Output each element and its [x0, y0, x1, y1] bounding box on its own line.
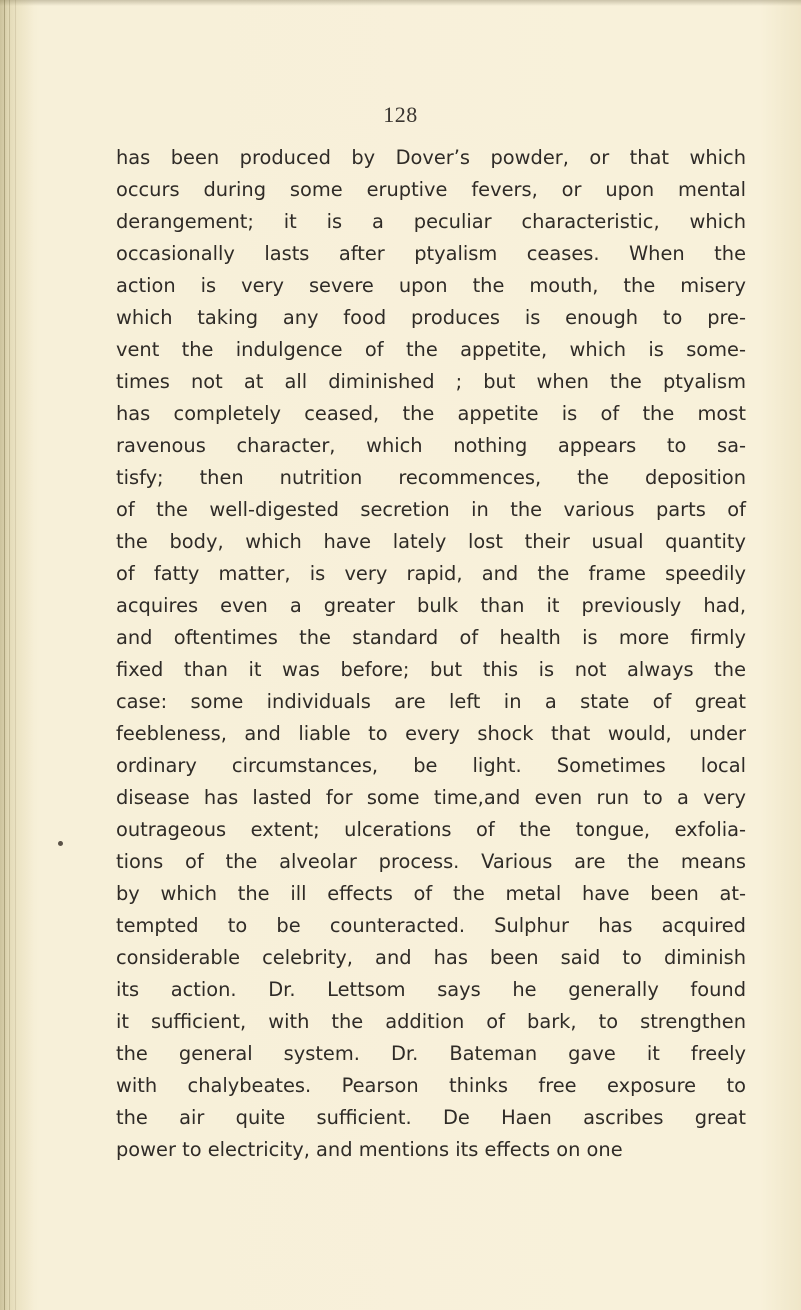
paper-speck	[58, 841, 63, 846]
text-line: tempted to be counteracted. Sulphur has acquired	[116, 914, 746, 937]
text-line: which taking any food produces is enough to pre-	[116, 306, 746, 329]
text-line: its action. Dr. Lettsom says he generally found	[116, 978, 746, 1001]
text-line: considerable celebrity, and has been said to diminish	[116, 946, 746, 969]
binding-line	[15, 0, 16, 1310]
text-line: tisfy; then nutrition recommences, the deposition	[116, 466, 746, 489]
text-line: has been produced by Dover’s powder, or that which	[116, 146, 746, 169]
text-line: it sufficient, with the addition of bark, to strengthen	[116, 1010, 746, 1033]
text-line: fixed than it was before; but this is not always the	[116, 658, 746, 681]
binding-line	[4, 0, 5, 1310]
text-line: action is very severe upon the mouth, the misery	[116, 274, 746, 297]
text-line: disease has lasted for some time,and even run to a very	[116, 786, 746, 809]
text-line: by which the ill effects of the metal have been at-	[116, 882, 746, 905]
text-line: case: some individuals are left in a state of great	[116, 690, 746, 713]
text-line: derangement; it is a peculiar characteristic, which	[116, 210, 746, 233]
text-line: times not at all diminished ; but when the ptyalism	[116, 370, 746, 393]
text-line: and oftentimes the standard of health is more firmly	[116, 626, 746, 649]
binding-shadow	[0, 0, 34, 1310]
text-line: the general system. Dr. Bateman gave it freely	[116, 1042, 746, 1065]
text-line: ravenous character, which nothing appears to sa-	[116, 434, 746, 457]
page-top-edge	[0, 0, 801, 6]
text-line: of the well-digested secretion in the various parts of	[116, 498, 746, 521]
text-line: feebleness, and liable to every shock that would, under	[116, 722, 746, 745]
text-line: vent the indulgence of the appetite, which is some-	[116, 338, 746, 361]
text-line: the body, which have lately lost their usual quantity	[116, 530, 746, 553]
text-line: tions of the alveolar process. Various are the means	[116, 850, 746, 873]
text-line: has completely ceased, the appetite is of the most	[116, 402, 746, 425]
text-line: with chalybeates. Pearson thinks free exposure to	[116, 1074, 746, 1097]
text-line: outrageous extent; ulcerations of the tongue, exfolia-	[116, 818, 746, 841]
text-line: occasionally lasts after ptyalism ceases. When the	[116, 242, 746, 265]
binding-line	[9, 0, 10, 1310]
text-line: ordinary circumstances, be light. Sometimes local	[116, 754, 746, 777]
body-text	[116, 142, 746, 1166]
text-line: the air quite sufficient. De Haen ascribes great	[116, 1106, 746, 1129]
text-line: power to electricity, and mentions its effects on one	[116, 1138, 623, 1161]
page-number: 128	[383, 102, 418, 127]
text-line: occurs during some eruptive fevers, or upon mental	[116, 178, 746, 201]
text-line: of fatty matter, is very rapid, and the frame speedily	[116, 562, 746, 585]
text-line: acquires even a greater bulk than it previously had,	[116, 594, 746, 617]
